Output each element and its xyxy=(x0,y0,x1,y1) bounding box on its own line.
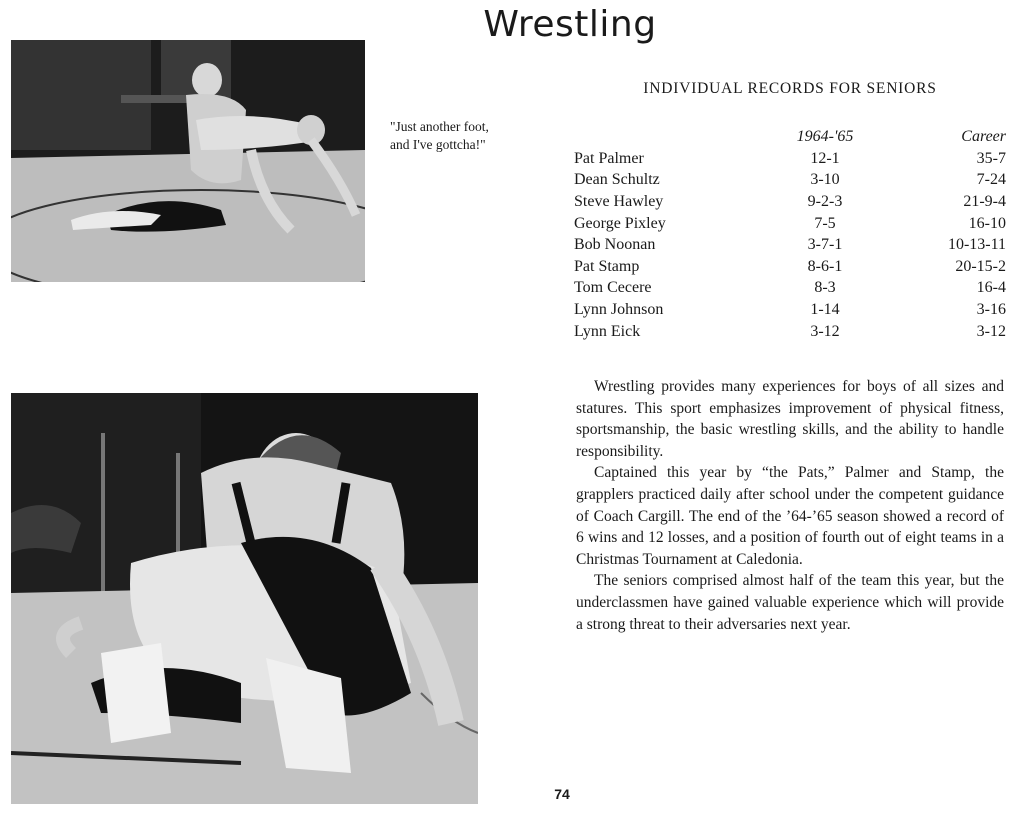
records-heading: INDIVIDUAL RECORDS FOR SENIORS xyxy=(643,80,937,97)
table-row xyxy=(574,277,1006,299)
season-record: 7-5 xyxy=(814,214,836,232)
career-record: 3-12 xyxy=(976,322,1006,340)
table-row xyxy=(574,191,1006,213)
career-record: 21-9-4 xyxy=(963,193,1006,211)
season-record: 3-10 xyxy=(810,171,840,189)
table-row xyxy=(574,234,1006,256)
season-record: 8-3 xyxy=(814,279,836,297)
wrestler-name: Steve Hawley xyxy=(574,193,664,211)
body-paragraph: The seniors comprised almost half of the team this year, but the underclassmen have gained valuable experience which will provide a strong threat to their adversaries next year. xyxy=(576,572,1004,633)
column-header-season: 1964-'65 xyxy=(796,128,854,146)
wrestling-photo-top xyxy=(11,40,365,282)
body-paragraph: Wrestling provides many experiences for boys of all sizes and statures. This sport emphasizes improvement of physical fitness, sportsmanship, the basic wrestling skills, and the ability to handle responsibility. xyxy=(576,378,1004,460)
season-record: 9-2-3 xyxy=(807,193,843,211)
table-row xyxy=(574,299,1006,321)
table-row xyxy=(574,320,1006,342)
wrestler-name: Lynn Eick xyxy=(574,322,641,340)
wrestler-name: Pat Stamp xyxy=(574,257,640,275)
wrestler-name: Dean Schultz xyxy=(574,171,660,189)
body-paragraph: Captained this year by “the Pats,” Palmer and Stamp, the grapplers practiced daily after school under the competent guidance of Coach Cargill. The end of the ’64-’65 season showed a record of 6 wins and 12 losses, and a position of fourth out of eight teams in a Christmas Tournament at Caledonia. xyxy=(576,464,1004,568)
wrestler-name: Lynn Johnson xyxy=(574,301,664,319)
caption-line-2: and I've gottcha!" xyxy=(390,137,486,152)
career-record: 10-13-11 xyxy=(947,236,1006,254)
records-header-row xyxy=(574,126,1006,148)
wrestler-name: Pat Palmer xyxy=(574,149,644,167)
wrestler-name: George Pixley xyxy=(574,214,666,232)
career-record: 7-24 xyxy=(976,171,1006,189)
season-record: 1-14 xyxy=(810,301,840,319)
career-record: 35-7 xyxy=(976,149,1006,167)
article-body xyxy=(576,376,1004,635)
records-table xyxy=(574,126,1006,342)
wrestler-name: Bob Noonan xyxy=(574,236,656,254)
page-title: Wrestling xyxy=(483,4,657,45)
table-row xyxy=(574,148,1006,170)
career-record: 3-16 xyxy=(976,301,1006,319)
career-record: 16-4 xyxy=(976,279,1006,297)
photo-caption xyxy=(390,118,530,154)
caption-line-1: "Just another foot, xyxy=(390,119,489,134)
season-record: 8-6-1 xyxy=(807,257,843,275)
column-header-career: Career xyxy=(961,128,1006,146)
career-record: 20-15-2 xyxy=(955,257,1006,275)
table-row xyxy=(574,212,1006,234)
wrestler-name: Tom Cecere xyxy=(574,279,652,297)
table-row xyxy=(574,169,1006,191)
season-record: 3-12 xyxy=(810,322,840,340)
table-row xyxy=(574,256,1006,278)
page-number: 74 xyxy=(554,786,570,802)
wrestling-photo-bottom xyxy=(11,393,478,804)
career-record: 16-10 xyxy=(968,214,1006,232)
season-record: 3-7-1 xyxy=(807,236,843,254)
season-record: 12-1 xyxy=(810,149,840,167)
column-header-name xyxy=(574,126,770,148)
